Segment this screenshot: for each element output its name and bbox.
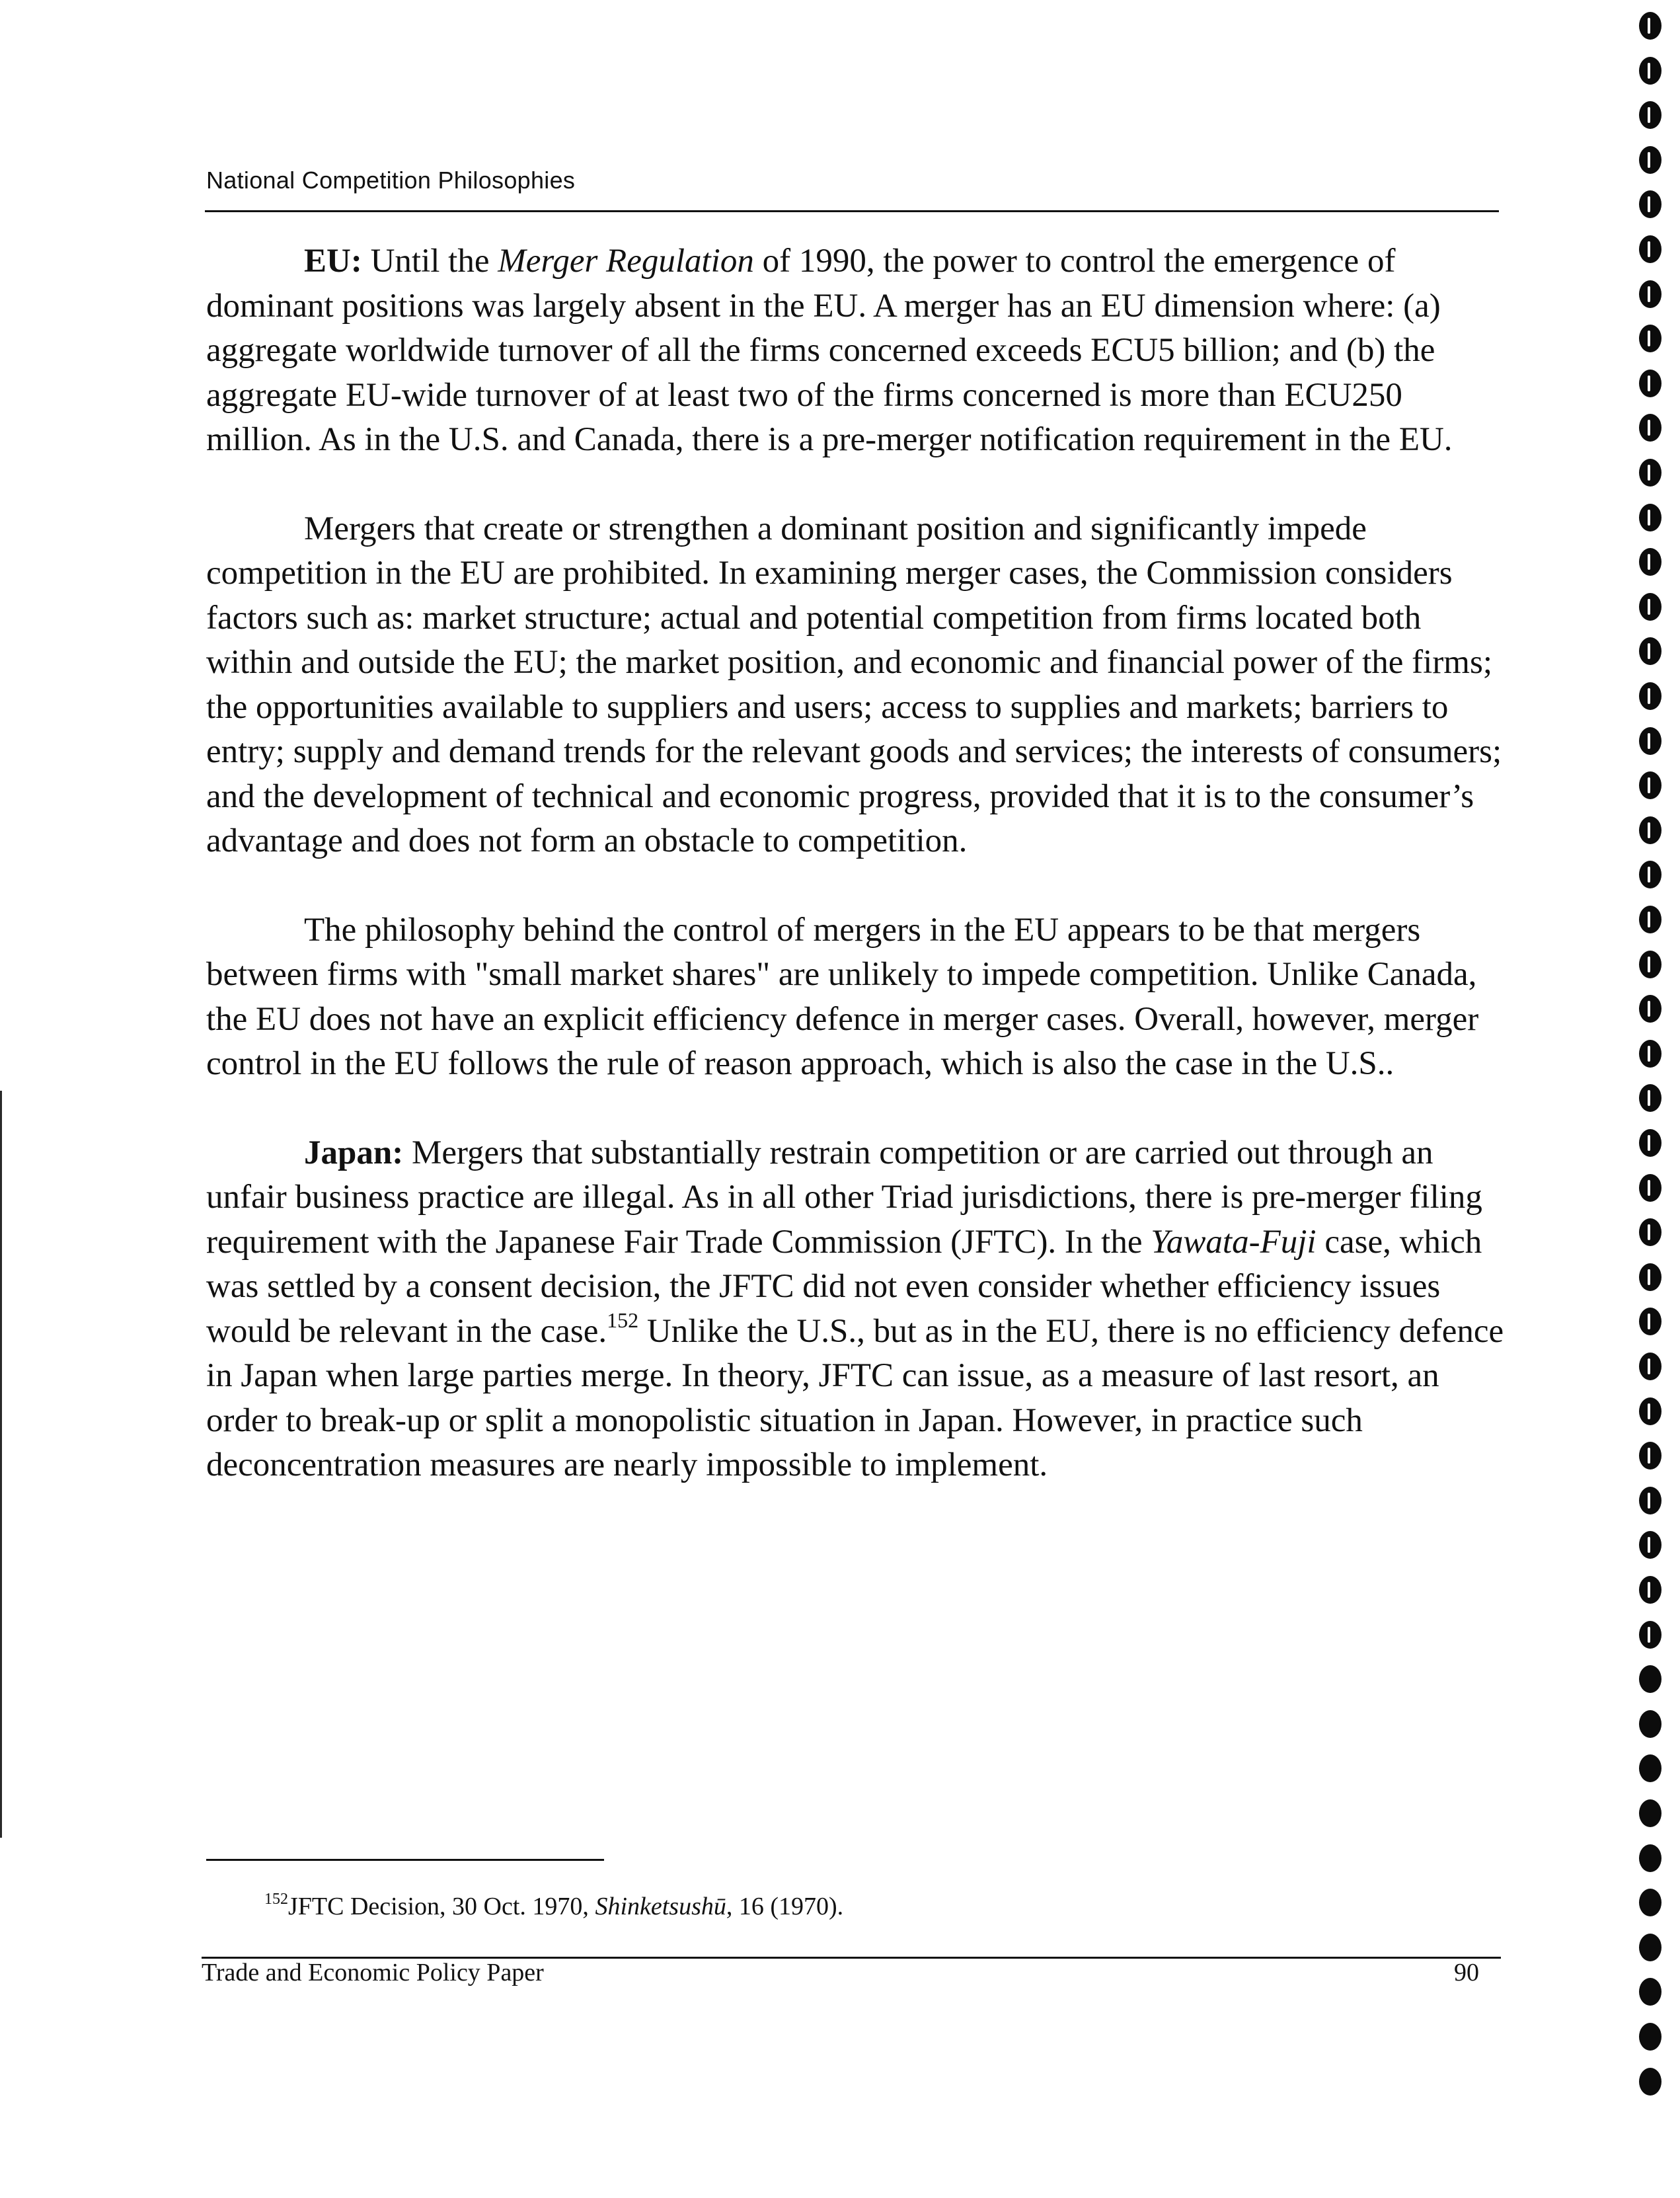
paragraph-text: The philosophy behind the control of mergers in the EU appears to be that mergers between firms with "small market shares" are unlikely to impede competition. Unlike Canada, the EU does not have an explicit efficiency defence in merger cases. Overall, however, merger control in the EU follows the rule of reason approach, which is also the case in the U.S.. [206, 911, 1479, 1082]
binding-hole [1639, 1934, 1661, 1961]
running-footer-title: Trade and Economic Policy Paper [202, 1959, 544, 1986]
binding-hole [1639, 1263, 1661, 1291]
binding-hole [1639, 146, 1661, 174]
body-text [206, 239, 1508, 1488]
run-in-heading-japan: Japan: [304, 1134, 404, 1171]
binding-hole [1639, 1621, 1661, 1649]
binding-hole [1639, 1040, 1661, 1068]
binding-hole [1639, 235, 1661, 263]
binding-hole [1639, 1353, 1661, 1380]
binding-hole [1639, 12, 1661, 40]
binding-hole [1639, 1084, 1661, 1112]
footnote-text: JFTC Decision, 30 Oct. 1970, [288, 1893, 595, 1920]
binding-hole [1639, 504, 1661, 531]
binding-hole [1639, 682, 1661, 710]
paragraph-text: of 1990, the power to control the emergence of dominant positions was largely absent in the EU. A merger has an EU dimension where: (a) aggregate worldwide turnover of all the firms concerned exceeds ECU5 billion; and (b) the aggregate EU-wide turnover of at least two of the firms concerned is more than ECU250 million. As in the U.S. and Canada, there is a pre-merger notification requirement in the EU. [206, 243, 1453, 458]
running-header: National Competition Philosophies [206, 167, 576, 194]
footnote-text: , 16 (1970). [726, 1893, 844, 1920]
page-number: 90 [1454, 1959, 1479, 1986]
binding-hole [1639, 548, 1661, 576]
binding-hole [1639, 906, 1661, 933]
binding-hole [1639, 1889, 1661, 1916]
binding-hole [1639, 1576, 1661, 1604]
paragraph-eu-philosophy [206, 908, 1508, 1087]
footnote-number: 152 [264, 1891, 288, 1908]
binding-hole [1639, 57, 1661, 85]
footnote-152 [264, 1892, 843, 1921]
binding-hole [1639, 459, 1661, 487]
paragraph-text: Unlike the U.S., but as in the EU, there is no efficiency defence in Japan when large parties merge. In theory, JFTC can issue, as a measure of last resort, an order to break-up or split a monopolistic situation in Japan. However, in practice such deconcentration measures are nearly impossible to implement. [206, 1312, 1504, 1483]
binding-hole [1639, 1397, 1661, 1425]
binding-hole [1639, 1487, 1661, 1514]
binding-hole [1639, 280, 1661, 308]
italic-case-name: Yawata-Fuji [1151, 1223, 1317, 1261]
binding-hole [1639, 1442, 1661, 1470]
binding-hole [1639, 1531, 1661, 1559]
binding-hole [1639, 325, 1661, 352]
paragraph-eu-merger-regulation [206, 239, 1508, 463]
binding-hole [1639, 1174, 1661, 1202]
header-rule [205, 210, 1499, 212]
footnote-reference[interactable]: 152 [607, 1308, 639, 1332]
paragraph-eu-merger-factors [206, 507, 1508, 864]
binding-hole [1639, 414, 1661, 442]
binding-hole [1639, 861, 1661, 888]
footnote-italic-title: Shinketsushū [595, 1893, 726, 1920]
binding-hole [1639, 101, 1661, 129]
binding-hole [1639, 995, 1661, 1023]
italic-title-merger-regulation: Merger Regulation [498, 243, 754, 280]
paragraph-text: case, which was settled by a consent decision, the JFTC did not even consider whether efficiency issues would be relevant in the case. [206, 1223, 1482, 1350]
paragraph-text: Mergers that create or strengthen a dominant position and significantly impede competition in the EU are prohibited. In examining merger cases, the Commission considers factors such as: market structure; actual and potential competition from firms located both within and outside the EU; the market position, and economic and financial power of the firms; the opportunities available to suppliers and users; access to supplies and markets; barriers to entry; supply and demand trends for the relevant goods and services; the interests of consumers; and the development of technical and economic progress, provided that it is to the consumer’s advantage and does not form an obstacle to competition. [206, 510, 1502, 859]
binding-hole [1639, 727, 1661, 755]
binding-hole [1639, 1665, 1661, 1693]
paragraph-text: Until the [362, 243, 498, 280]
binding-hole [1639, 1799, 1661, 1827]
binding-hole [1639, 2023, 1661, 2051]
binding-hole [1639, 1978, 1661, 2006]
footnote-separator [206, 1859, 604, 1861]
run-in-heading-eu: EU: [304, 243, 362, 280]
scan-edge-line [0, 1091, 2, 1838]
binding-hole [1639, 816, 1661, 844]
binding-hole [1639, 1710, 1661, 1738]
binding-hole [1639, 190, 1661, 218]
paragraph-japan [206, 1131, 1508, 1488]
binding-hole [1639, 637, 1661, 665]
binding-holes [1634, 0, 1673, 2198]
binding-hole [1639, 951, 1661, 978]
binding-hole [1639, 593, 1661, 621]
binding-hole [1639, 1129, 1661, 1157]
binding-hole [1639, 771, 1661, 799]
binding-hole [1639, 1844, 1661, 1872]
binding-hole [1639, 1218, 1661, 1246]
binding-hole [1639, 1754, 1661, 1782]
paragraph-text: Mergers that substantially restrain competition or are carried out through an unfair business practice are illegal. As in all other Triad jurisdictions, there is pre-merger filing requirement with the Japanese Fair Trade Commission (JFTC). In the [206, 1134, 1482, 1261]
binding-hole [1639, 1308, 1661, 1335]
binding-hole [1639, 2068, 1661, 2096]
binding-hole [1639, 370, 1661, 397]
